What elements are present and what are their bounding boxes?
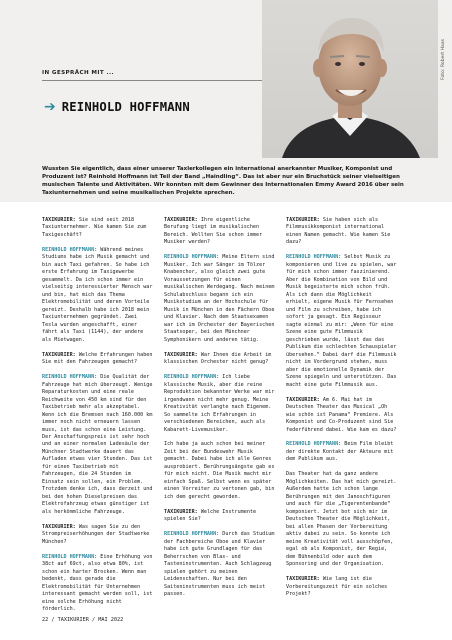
paragraph-text: Sie sind seit 2018 Taxiunternehmer. Wie kamen Sie zum Taxigeschäft? (42, 217, 147, 238)
paragraph-text: Eine Erhöhung von 38ct auf 69ct, also etwa 80%, ist schon ein harter Brocken. Wenn man bedenkt, dass gerade die Elektromobilität für Unternehmen interessant gemacht werden soll, ist eine solche Erhöhung nicht förderlich. (42, 553, 153, 613)
portrait-illustration (262, 0, 438, 158)
section-rubric: IN GESPRÄCH MIT ... (42, 70, 115, 76)
interviewee-label: REINHOLD HOFFMANN: (42, 553, 98, 560)
paragraph-text: Ich liebe klassische Musik, aber die reine Reproduktion bekannter Werke war mir irgendwann nicht mehr genug. Meine Kreativität verlangte nach Eigenem. So sammelte ich Erfahrungen in verschiedenen Bereichen, auch als Kabarett-Livemusiker. (164, 374, 275, 433)
interview-question (286, 217, 398, 247)
interviewer-label: TAXIKURIER: (164, 351, 198, 358)
paragraph-text: Am 6. Mai hat im Deutschen Theater das Musical „Oh wie schön ist Panama“ Premiere. Als Komponist und Co-Produzent sind Sie federführend dabei. Wie kam es dazu? (286, 396, 397, 433)
interview-question (42, 217, 154, 239)
text-column-1 (42, 217, 154, 621)
rubric-divider (42, 80, 262, 81)
article-intro: Wussten Sie eigentlich, dass einer unserer Taxlerkollegen ein international anerkannter Musiker, Komponist und Produzent ist? Reinhold Hoffmann ist Teil der Band „Haindling“. Das ist aber nur ein Bruchstück seiner vielseitigen musischen Talente und Aktivitäten. Wir konnten mit dem Gewinner des Internationalen Emmy Award 2016 über sein Taxiunternehmen und seine musikalischen Projekte sprechen. (42, 166, 404, 196)
interviewer-label: TAXIKURIER: (42, 523, 76, 530)
interviewee-label: REINHOLD HOFFMANN: (42, 374, 98, 381)
paragraph-text: Sie haben sich als Filmmusikkomponist international einen Namen gemacht. Wie kamen Sie dazu? (286, 217, 391, 246)
photo-credit: Foto: Robert Haas (441, 38, 446, 80)
interview-paragraph (164, 441, 276, 501)
interview-answer (286, 441, 398, 463)
paragraph-text: Das Theater hat da ganz andere Möglichkeiten. Das hat mich gereizt. Außerdem hatte ich schon lange Berührungen mit den Janoschfiguren und auch für die „Tigerentenbande“ komponiert. Jetzt bot sich mir im Deutschen Theater die Möglichkeit, bei allen Phasen der Vorbereitung aktiv dabei zu sein. So konnte ich meine Kreativität voll ausschöpfen, egal ob als Komponist, der Regie, dem Bühnenbild oder auch dem Sponsoring und der Organisation. (286, 471, 397, 568)
interview-question (42, 524, 154, 546)
interview-question (164, 509, 276, 524)
interview-paragraph (286, 471, 398, 568)
paragraph-text: Meine Eltern sind Musiker. Ich war Sänger im Tölzer Knabenchor, also gleich zwei gute Voraussetzungen für einen musikalischen Werdegang. Nach meinem Schulabschluss begann ich ein Musikstudium an der Hochschule für Musik in München in den Fächern Oboe und Klavier. Nach dem Staatsexamen war ich im Orchester der Bayerischen Staatsoper, bei den Münchner Symphonikern und anderen tätig. (164, 254, 275, 343)
interviewee-label: REINHOLD HOFFMANN: (164, 374, 220, 381)
interview-question (164, 217, 276, 247)
paragraph-text: War Ihnen die Arbeit im klassischen Orchester nicht genug? (164, 351, 272, 366)
interview-question (164, 352, 276, 367)
headline-name: REINHOLD HOFFMANN (61, 100, 190, 114)
interviewee-label: REINHOLD HOFFMANN: (286, 441, 342, 448)
interviewee-label: REINHOLD HOFFMANN: (164, 254, 220, 261)
paragraph-text: Durch das Studium der Fachbereiche Oboe und Klavier habe ich gute Grundlagen für das Beherrschen von Blas- und Tasteninstrumenten. Auch Schlagzeug spielen gehört zu meinen Leidenschaften. Nur bei den Saiteninstrumenten muss ich meist passen. (164, 531, 275, 598)
interviewer-label: TAXIKURIER: (286, 217, 320, 223)
interview-answer (164, 531, 276, 598)
paragraph-text: Was sagen Sie zu den Strompreiserhöhungen der Stadtwerke München? (42, 523, 150, 545)
article-headline (44, 100, 190, 114)
interviewer-label: TAXIKURIER: (164, 217, 198, 223)
interview-answer (42, 247, 154, 344)
text-column-2 (164, 217, 276, 606)
interview-question (286, 576, 398, 598)
page-footer: 22 / TAXIKURIER / MAI 2022 (42, 617, 124, 623)
paragraph-text: Die Qualität der Fahrzeuge hat mich überzeugt. Wenige Reparaturkosten und eine reale Reichweite von 450 km sind für den Taxibetrieb mehr als akzeptabel. Wenn ich die Bremsen nach 160.000 km immer noch nicht erneuern lassen muss, ist das schon eine Leistung. Der Anschaffungspreis ist sehr hoch und an einer normalen Ladesäule der Münchner Stadtwerke dauert das Aufladen etwas vier Stunden. Das ist für einen Taxibetrieb mit Fahrzeugen, die 24 Stunden im Einsatz sein sollen, ein Problem. Trotzdem denke ich, dass derzeit und bei den hohen Dieselpreisen das Elektrofahrzeug etwas günstiger ist als herkömmliche Fahrzeuge. (42, 374, 153, 515)
paragraph-text: Ihre eigentliche Berufung liegt im musikalischen Bereich. Wollten Sie schon immer Musiker werden? (164, 217, 263, 246)
interviewer-label: TAXIKURIER: (164, 508, 198, 515)
interviewee-label: REINHOLD HOFFMANN: (164, 531, 220, 538)
paragraph-text: Beim Film bleibt der direkte Kontakt der Akteure mit dem Publikum aus. (286, 441, 394, 463)
interviewer-label: TAXIKURIER: (42, 351, 76, 358)
interview-answer (164, 254, 276, 344)
paragraph-text: Ich habe ja auch schon bei meiner Zeit bei der Bundeswehr Musik gemacht. Dabei habe ich alle Genres ausprobiert. Berührungsängste gab es für mich nicht. Die Musik macht mir einfach Spaß. Selbst wenn es später einen Vorreiter zu vertonen gab, bin ich dem gerecht geworden. (164, 441, 275, 500)
interview-answer (286, 254, 398, 389)
interviewer-label: TAXIKURIER: (286, 396, 320, 403)
interviewee-label: REINHOLD HOFFMANN: (286, 254, 342, 261)
interview-answer (164, 374, 276, 434)
paragraph-text: Während meines Studiums habe ich Musik gemacht und bin auch Taxi gefahren. So habe ich erste Erfahrung im Taxigewerbe gesammelt. Da ich schon immer ein vielseitig interessierter Mensch war und bin, hat mich das Thema Elektromobilität und deren Vorteile gereizt. Deshalb habe ich 2018 mein Taxiunternehmen gegründet. Zwei Tesla wurden angeschafft, einer fährt als Taxi (1144), der andere als Mietwagen. (42, 246, 153, 343)
interviewer-label: TAXIKURIER: (286, 576, 320, 583)
portrait-photo (262, 0, 438, 158)
interview-answer (42, 374, 154, 516)
paragraph-text: Selbst Musik zu komponieren und live zu spielen, war für mich schon immer faszinierend. Aber die Kombination von Bild und Musik begeisterte mich schon früh. Als ich dann die Möglichkeit erhielt, eigene Musik für Fernsehen und Film zu schreiben, habe ich sofort ja gesagt. Ein Regisseur sagte einmal zu mir: „Wenn für eine Szene eine gute Filmmusik geschrieben wurde, lässt das das Publikum die schlechten Schauspieler übersehen.“ Dabei darf die Filmmusik nicht im Vordergrund stehen, muss aber die emotionelle Dynamik der Szene spiegeln und unterstützen. Das macht eine gute Filmmusik aus. (286, 254, 397, 388)
interview-question (42, 352, 154, 367)
interviewer-label: TAXIKURIER: (42, 217, 76, 223)
paragraph-text: Wie lang ist die Vorbereitungszeit für ein solches Projekt? (286, 576, 388, 598)
paragraph-text: Welche Erfahrungen haben Sie mit den Fahrzeugen gemacht? (42, 351, 153, 366)
interview-question (286, 397, 398, 434)
paragraph-text: Welche Instrumente spielen Sie? (164, 508, 257, 523)
interview-answer (42, 554, 154, 614)
text-column-3 (286, 217, 398, 606)
interviewee-label: REINHOLD HOFFMANN: (42, 246, 98, 253)
arrow-right-icon: ➔ (44, 99, 56, 115)
